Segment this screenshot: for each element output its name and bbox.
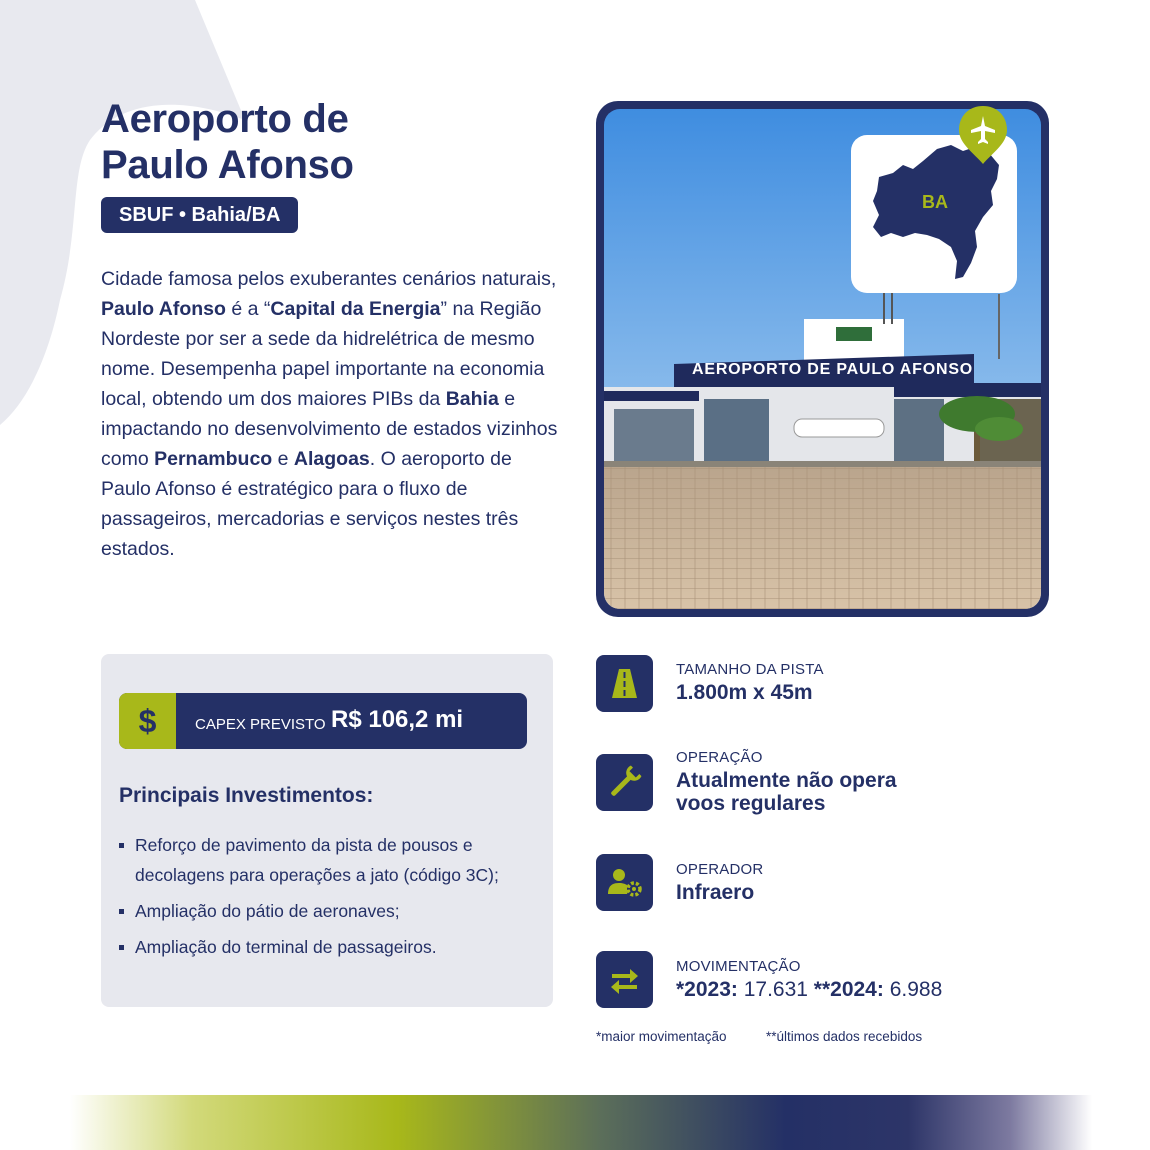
dollar-icon: $ [119, 693, 176, 749]
state-code-label: BA [922, 192, 948, 212]
investment-item: Ampliação do terminal de passageiros. [119, 932, 539, 962]
operator-gear-icon [596, 854, 653, 911]
airplane-pin-icon [957, 104, 1009, 166]
footnote-max: *maior movimentação [596, 1029, 727, 1044]
operation-label: OPERAÇÃO [676, 749, 763, 766]
runway-value: 1.800m x 45m [676, 681, 813, 704]
capex-value: R$ 106,2 mi [331, 706, 464, 733]
footnote-latest: **últimos dados recebidos [766, 1029, 923, 1044]
page-title [101, 96, 354, 188]
investment-item: Reforço de pavimento da pista de pousos e decolagens para operações a jato (código 3C); [119, 830, 539, 890]
airport-code-badge: SBUF • Bahia/BA [101, 197, 298, 233]
runway-label: TAMANHO DA PISTA [676, 661, 824, 678]
description-paragraph: Cidade famosa pelos exuberantes cenários naturais, Paulo Afonso é a “Capital da Energia” na Região Nordeste por ser a sede da hidrelétrica de mesmo nome. Desempenha papel importante na economia local, obtendo um dos maiores PIBs da Bahia e impactando no desenvolvimento de estados vizinhos como Pernambuco e Alagoas. O aeroporto de Paulo Afonso é estratégico para o fluxo de passageiros, mercadorias e serviços nestes três estados. [101, 268, 558, 560]
investments-list [119, 830, 539, 968]
runway-icon [596, 655, 653, 712]
arrows-exchange-icon [596, 951, 653, 1008]
operator-value: Infraero [676, 881, 755, 904]
airport-sign-text: AEROPORTO DE PAULO AFONSO [692, 361, 974, 378]
operation-value: Atualmente não opera voos regulares [676, 769, 897, 815]
capex-label: CAPEX PREVISTO [195, 716, 326, 733]
title-line-2: Paulo Afonso [101, 143, 354, 187]
footer-gradient-bar [70, 1095, 1092, 1150]
movement-value: *2023: 17.631 **2024: 6.988 [676, 978, 943, 1001]
movement-label: MOVIMENTAÇÃO [676, 958, 801, 975]
title-line-1: Aeroporto de [101, 97, 349, 141]
investments-title: Principais Investimentos: [119, 784, 374, 807]
operator-label: OPERADOR [676, 861, 764, 878]
investment-item: Ampliação do pátio de aeronaves; [119, 896, 539, 926]
wrench-icon [596, 754, 653, 811]
